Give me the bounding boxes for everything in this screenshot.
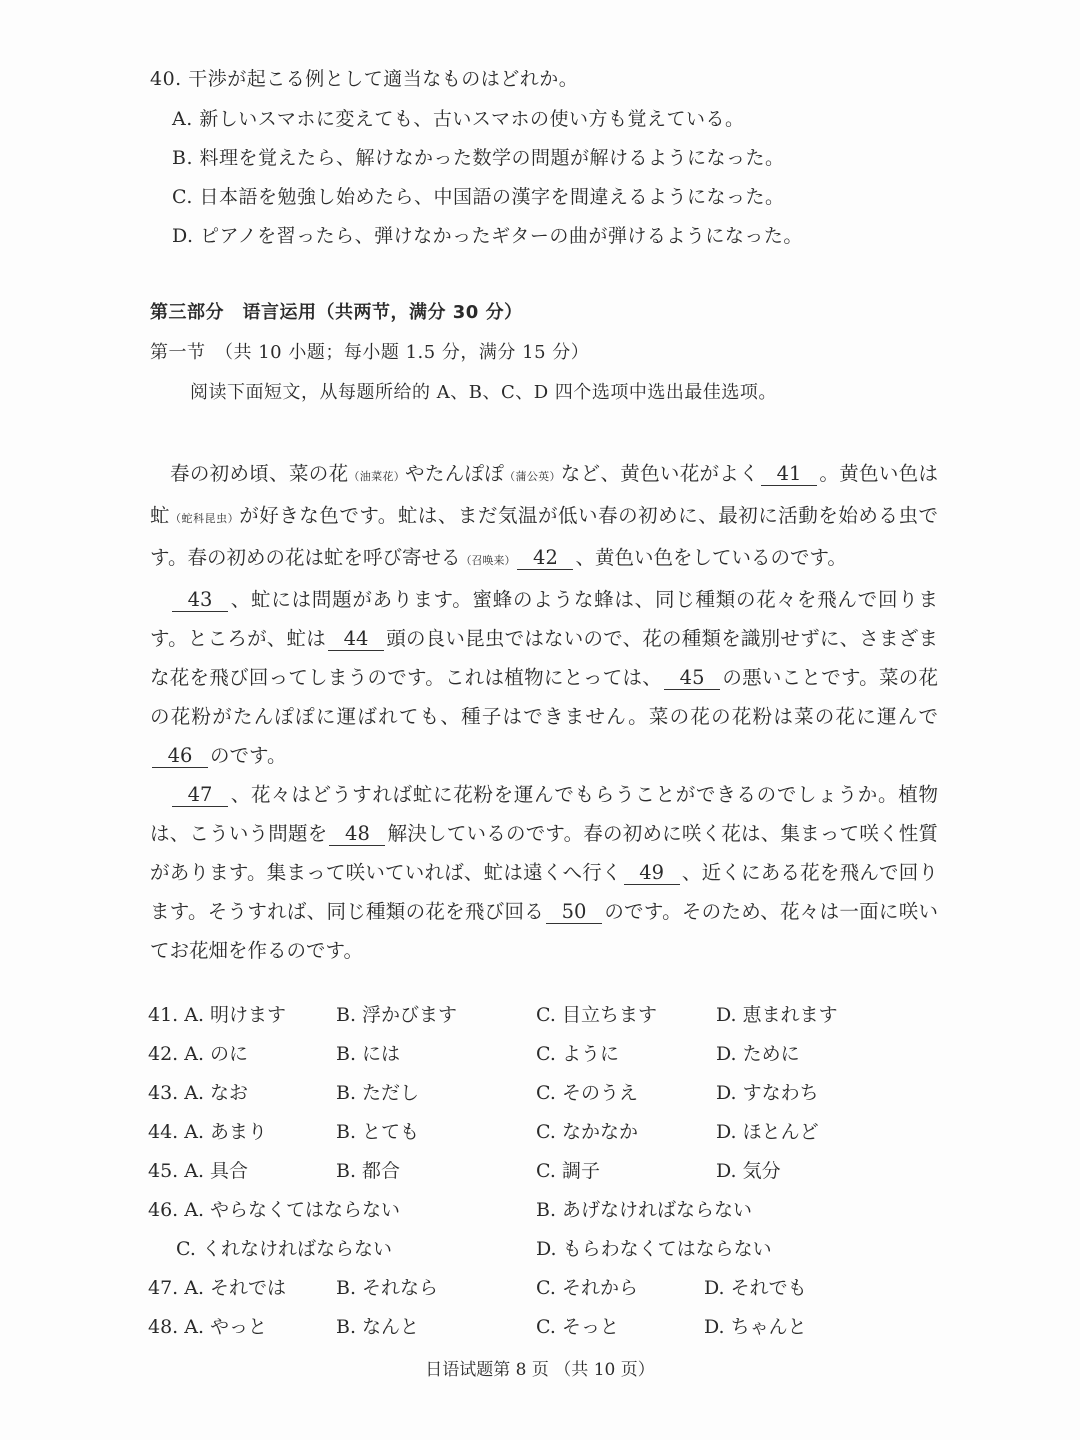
blank-48: 48 [329,823,385,846]
passage-paragraph-1 [150,454,938,580]
blank-49: 49 [624,862,680,885]
choice-47-c: C. それから [536,1277,638,1299]
question-40-stem: 40. 干渉が起こる例として適当なものはどれか。 [150,68,579,90]
blank-50: 50 [546,901,602,924]
question-40-option-d: D. ピアノを習ったら、弾けなかったギターの曲が弾けるようになった。 [172,225,803,247]
choice-41-d: D. 恵まれます [716,1004,838,1026]
choice-42-d: D. ために [716,1043,800,1065]
choice-44-a: 44. A. あまり [148,1121,268,1143]
choice-42-a: 42. A. のに [148,1043,249,1065]
choice-45-c: C. 調子 [536,1160,600,1182]
choice-47-a: 47. A. それでは [148,1277,287,1299]
passage-text: 。黄色い色は虻 [150,462,938,527]
passage-text: 解決しているのです。春の初めに咲く花は、集まって咲く性質があります。集まって咲いていれば、虻は遠くへ行く [150,822,938,884]
passage-text: 春の初め頃、菜の花 [170,462,349,485]
gloss-annotation: （油菜花） [348,470,406,483]
choice-46-b: B. あげなければならない [536,1199,753,1221]
blank-45: 45 [664,667,720,690]
choice-45-a: 45. A. 具合 [148,1160,249,1182]
blank-46: 46 [152,745,208,768]
choice-44-d: D. ほとんど [716,1121,819,1143]
choice-46-a: 46. A. やらなくてはならない [148,1199,401,1221]
section-title: 第三部分 语言运用（共两节，满分 30 分） [150,302,523,323]
passage-text: のです。 [210,744,287,767]
choice-46-d: D. もらわなくてはならない [536,1238,772,1260]
passage-text: 、近くにある花を飛んで回ります。そうすれば、同じ種類の花を飛び回る [150,861,938,923]
choice-42-b: B. には [336,1043,401,1065]
choice-47-b: B. それなら [336,1277,439,1299]
passage-text: の悪いことです。菜の花の花粉がたんぽぽに運ばれても、種子はできません。菜の花の花粉は菜の花に運んで [150,666,938,728]
passage-text: など、黄色い花がよく [560,462,760,485]
choice-48-a: 48. A. やっと [148,1316,268,1338]
choice-48-d: D. ちゃんと [704,1316,807,1338]
choice-41-a: 41. A. 明けます [148,1004,287,1026]
blank-42: 42 [517,547,573,570]
blank-44: 44 [328,628,384,651]
passage-text: が好きな色です。虻は、まだ気温が低い春の初めに、最初に活動を始める虫です。春の初めの花は虻を呼び寄せる [150,504,938,569]
page-footer: 日语试题第 8 页 （共 10 页） [425,1360,655,1380]
choice-45-b: B. 都合 [336,1160,401,1182]
question-40-option-c: C. 日本語を勉強し始めたら、中国語の漢字を間違えるようになった。 [172,186,785,208]
choice-43-d: D. すなわち [716,1082,819,1104]
choice-47-d: D. それでも [704,1277,807,1299]
blank-41: 41 [761,463,817,486]
choice-48-c: C. そっと [536,1316,619,1338]
reading-passage [150,454,938,970]
passage-text: 、花々はどうすれば虻に花粉を運んでもらうことができるのでしょうか。植物は、こういう問題を [150,783,938,845]
choice-44-b: B. とても [336,1121,420,1143]
passage-paragraph-2 [150,580,938,775]
section-subtitle: 第一节 （共 10 小题；每小题 1.5 分，满分 15 分） [150,342,590,363]
choice-43-a: 43. A. なお [148,1082,249,1104]
passage-text: 頭の良い昆虫ではないので、花の種類を識別せずに、さまざまな花を飛び回ってしまうのです。これは植物にとっては、 [150,627,938,689]
gloss-annotation: （蛇科昆虫） [170,512,240,525]
choice-42-c: C. ように [536,1043,619,1065]
section-instruction: 阅读下面短文，从每题所给的 A、B、C、D 四个选项中选出最佳选项。 [190,382,777,403]
gloss-annotation: （蒲公英） [504,470,561,483]
passage-text: 、虻には問題があります。蜜蜂のような蜂は、同じ種類の花々を飛んで回ります。ところが、虻は [150,588,938,650]
choice-43-b: B. ただし [336,1082,420,1104]
choice-45-d: D. 気分 [716,1160,781,1182]
choice-41-b: B. 浮かびます [336,1004,458,1026]
question-40-option-a: A. 新しいスマホに変えても、古いスマホの使い方も覚えている。 [172,108,745,130]
blank-43: 43 [172,589,228,612]
choice-41-c: C. 目立ちます [536,1004,657,1026]
passage-text: やたんぽぽ [405,462,505,485]
choice-44-c: C. なかなか [536,1121,638,1143]
choice-43-c: C. そのうえ [536,1082,638,1104]
question-40-option-b: B. 料理を覚えたら、解けなかった数学の問題が解けるようになった。 [172,147,785,169]
choice-46-c: C. くれなければならない [176,1238,392,1260]
gloss-annotation: （召唤来） [460,554,516,567]
choice-48-b: B. なんと [336,1316,420,1338]
blank-47: 47 [172,784,228,807]
passage-text: のです。そのため、花々は一面に咲いてお花畑を作るのです。 [150,900,938,962]
passage-paragraph-3 [150,775,938,970]
passage-text: 、黄色い色をしているのです。 [575,546,847,569]
